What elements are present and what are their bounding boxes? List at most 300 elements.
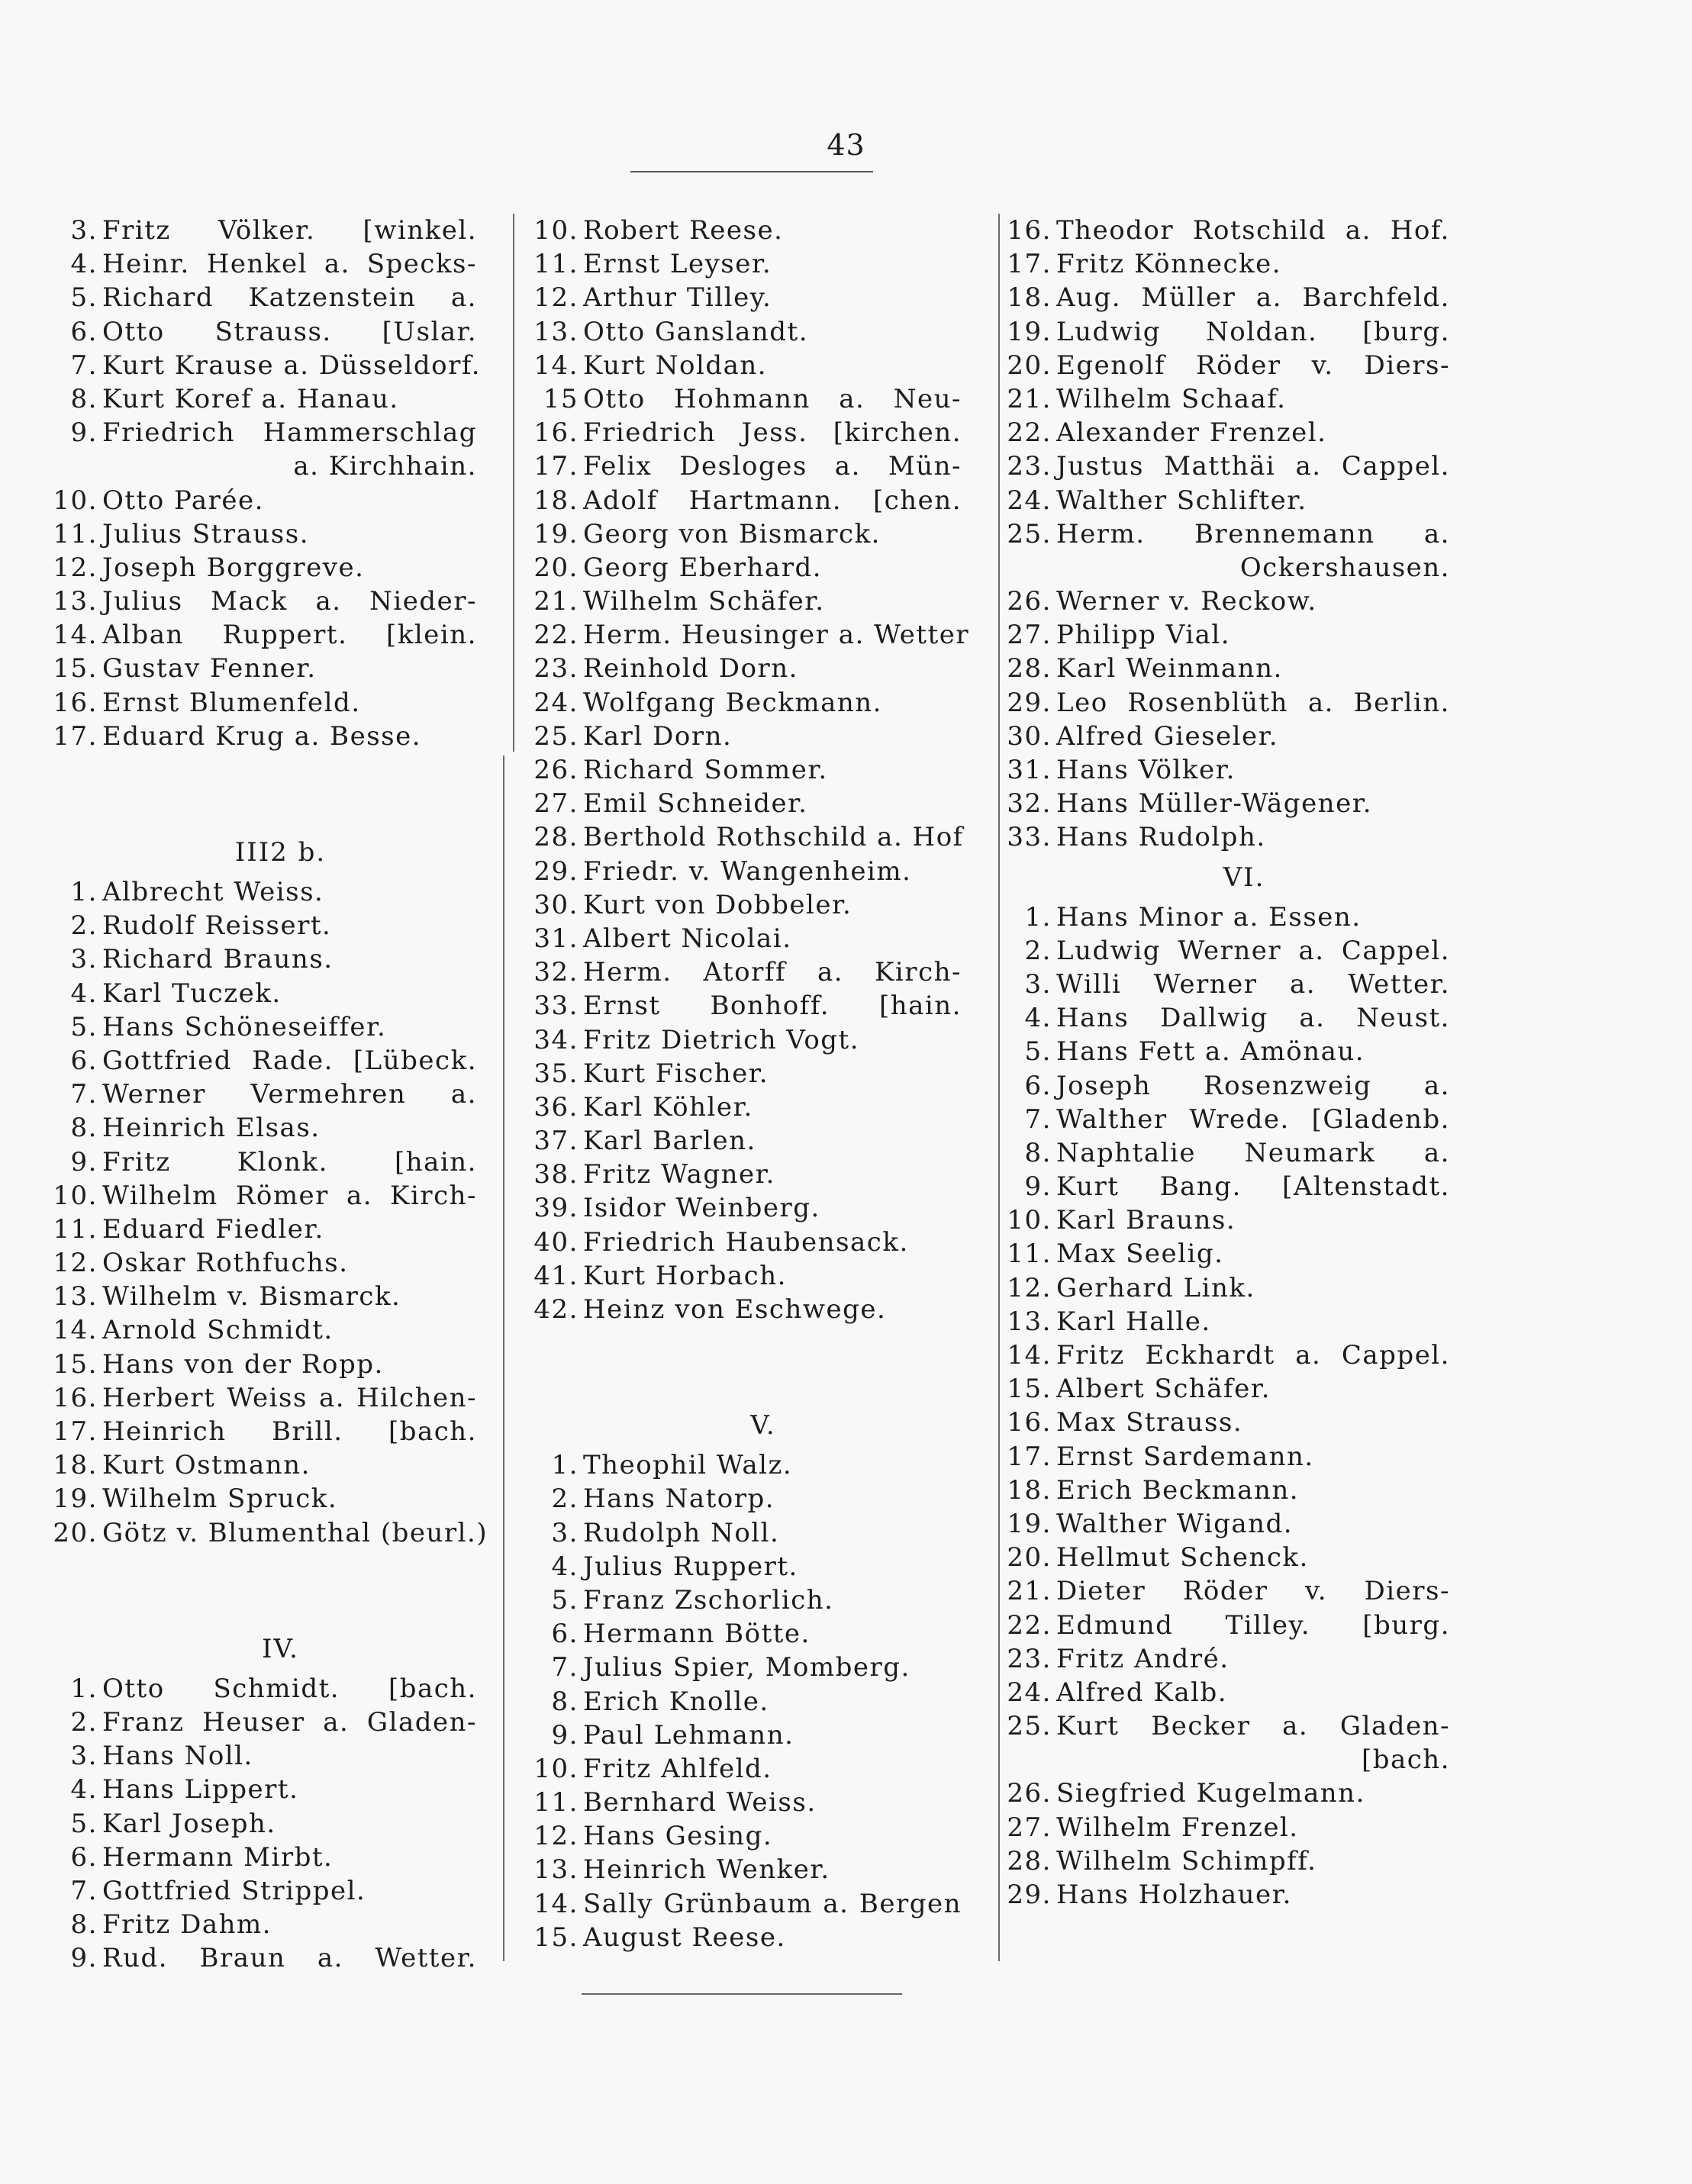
list-item bbox=[53, 977, 477, 1010]
list-item bbox=[534, 1158, 962, 1191]
list-item-number: 11. bbox=[533, 249, 579, 280]
student-name: Herm. Brennemann a. bbox=[1056, 518, 1450, 549]
list-item-number: 5. bbox=[551, 1584, 579, 1615]
list-item bbox=[534, 315, 962, 349]
list-item bbox=[1007, 449, 1450, 483]
student-name: Hellmut Schenck. bbox=[1056, 1542, 1309, 1574]
student-name: Aug. Müller a. Barchfeld. bbox=[1056, 282, 1450, 314]
list-item-number: 3. bbox=[551, 1517, 579, 1548]
list-item bbox=[1007, 1069, 1450, 1103]
list-item-number: 12. bbox=[533, 1821, 579, 1852]
student-name: Kurt Becker a. Gladen- bbox=[1056, 1711, 1450, 1742]
student-name: Herbert Weiss a. Hilchen- bbox=[102, 1382, 477, 1413]
student-name: Fritz Völker. [winkel. bbox=[102, 215, 477, 246]
list-item bbox=[1007, 652, 1450, 685]
list-item-number: 37. bbox=[533, 1126, 579, 1157]
list-item-number: 26. bbox=[1007, 1778, 1052, 1809]
list-item-number: 4. bbox=[70, 1774, 98, 1806]
list-item-number: 22. bbox=[1007, 417, 1052, 449]
list-item-number: 28. bbox=[1007, 653, 1052, 685]
list-item-number: 25. bbox=[1007, 1711, 1052, 1742]
list-item bbox=[53, 1010, 477, 1044]
list-item-number: 30. bbox=[1007, 720, 1052, 752]
list-item-number: 8. bbox=[70, 1909, 98, 1941]
list-item bbox=[534, 1921, 962, 1954]
class-heading: IV. bbox=[262, 1633, 299, 1664]
list-item-number: 35. bbox=[533, 1058, 579, 1089]
student-name: Edmund Tilley. [burg. bbox=[1056, 1609, 1450, 1641]
list-item bbox=[534, 449, 962, 483]
list-item bbox=[1007, 787, 1450, 820]
list-item bbox=[1007, 416, 1450, 449]
student-name: Hans Dallwig a. Neust. bbox=[1056, 1003, 1450, 1034]
list-item bbox=[53, 1941, 477, 1975]
list-item-number: 15. bbox=[1007, 1374, 1052, 1405]
list-item bbox=[1007, 618, 1450, 652]
student-name: Fritz Eckhardt a. Cappel. bbox=[1056, 1340, 1450, 1371]
student-name: Richard Katzenstein a. bbox=[102, 282, 477, 314]
student-name: Fritz Klonk. [hain. bbox=[102, 1146, 477, 1177]
student-name: Herm. Heusinger a. Wetter bbox=[583, 620, 970, 651]
student-name: Ernst Blumenfeld. bbox=[102, 687, 361, 718]
student-name: Hermann Bötte. bbox=[583, 1619, 811, 1650]
student-name: Karl Dorn. bbox=[583, 720, 733, 752]
list-item-number: 20. bbox=[1007, 350, 1052, 381]
student-name: Karl Brauns. bbox=[1056, 1205, 1236, 1236]
list-item-number: 13. bbox=[53, 586, 98, 617]
list-item-number: 14. bbox=[53, 620, 98, 651]
student-name: Hans Holzhauer. bbox=[1056, 1880, 1292, 1910]
list-item-number: 32. bbox=[533, 957, 579, 988]
student-name: Hans Natorp. bbox=[583, 1483, 775, 1515]
list-item bbox=[1007, 1844, 1450, 1878]
list-item bbox=[53, 909, 477, 942]
list-item bbox=[1007, 1372, 1450, 1406]
student-name: Sally Grünbaum a. Bergen bbox=[583, 1888, 962, 1919]
list-item-number: 9. bbox=[70, 1146, 98, 1177]
student-name: Julius Ruppert. bbox=[583, 1551, 798, 1582]
list-item-number: 14. bbox=[533, 350, 579, 381]
list-item-number: 9. bbox=[70, 417, 98, 449]
student-name: Wilhelm Schaaf. bbox=[1056, 383, 1287, 414]
student-name: Karl Joseph. bbox=[102, 1808, 276, 1839]
student-name: Joseph Borggreve. bbox=[102, 552, 365, 583]
list-item-number: 13. bbox=[1007, 1306, 1052, 1337]
student-name: Walther Schlifter. bbox=[1056, 485, 1307, 516]
student-name: Karl Weinmann. bbox=[1056, 653, 1283, 685]
list-item-continuation bbox=[1007, 551, 1450, 585]
list-item-number: 19. bbox=[1007, 1508, 1052, 1539]
student-name: Hans Völker. bbox=[1056, 755, 1236, 785]
list-item-number: 1. bbox=[1024, 901, 1052, 933]
list-item bbox=[53, 349, 482, 382]
list-item-number: 34. bbox=[533, 1024, 579, 1055]
student-name: Albert Nicolai. bbox=[583, 923, 792, 954]
list-item-number: 12. bbox=[533, 282, 579, 314]
class-heading: VI. bbox=[1223, 862, 1265, 893]
student-name: Georg Eberhard. bbox=[583, 552, 823, 583]
student-name: Ernst Bonhoff. [hain. bbox=[583, 991, 962, 1022]
list-item bbox=[53, 551, 477, 585]
list-item-number: 23. bbox=[1007, 451, 1052, 482]
list-item-number: 21. bbox=[1007, 1576, 1052, 1607]
list-item-number: 11. bbox=[1007, 1239, 1052, 1270]
student-name: Kurt Noldan. bbox=[583, 350, 768, 381]
list-item-number: 9. bbox=[1024, 1171, 1052, 1203]
student-name: Hermann Mirbt. bbox=[102, 1841, 334, 1873]
list-item bbox=[534, 720, 962, 753]
list-item bbox=[1007, 820, 1450, 854]
bottom-rule bbox=[582, 1993, 902, 1995]
list-item bbox=[534, 1887, 962, 1921]
student-name: Alexander Frenzel. bbox=[1056, 417, 1327, 449]
student-name: Robert Reese. bbox=[583, 215, 784, 246]
list-item-number: 17. bbox=[53, 1416, 98, 1447]
list-item bbox=[53, 517, 477, 551]
student-name: Eduard Fiedler. bbox=[102, 1213, 324, 1245]
list-item bbox=[534, 551, 962, 585]
class-heading: III2 b. bbox=[234, 837, 327, 868]
student-name: Hans Noll. bbox=[102, 1741, 253, 1772]
list-item-number: 10. bbox=[53, 1180, 98, 1211]
student-name: Karl Barlen. bbox=[583, 1126, 756, 1157]
list-item bbox=[1007, 1305, 1450, 1338]
list-item bbox=[534, 585, 962, 618]
list-item-number: 4. bbox=[1024, 1003, 1052, 1034]
column-divider-right bbox=[998, 214, 1000, 1961]
list-item-number: 9. bbox=[70, 1943, 98, 1974]
list-item bbox=[1007, 315, 1450, 349]
list-item bbox=[53, 1908, 477, 1941]
student-name: Heinrich Wenker. bbox=[583, 1854, 830, 1886]
student-name: Kurt von Dobbeler. bbox=[583, 889, 852, 920]
student-name: Ernst Leyser. bbox=[583, 249, 772, 280]
list-item-number: 36. bbox=[533, 1091, 579, 1123]
list-item-number: 8. bbox=[551, 1686, 579, 1717]
list-item bbox=[534, 1516, 962, 1550]
list-item bbox=[534, 652, 962, 685]
student-name: Theophil Walz. bbox=[583, 1450, 793, 1481]
section-spacer bbox=[53, 1550, 477, 1626]
list-item-number: 18. bbox=[1007, 282, 1052, 314]
student-name: Justus Matthäi a. Cappel. bbox=[1056, 451, 1450, 482]
student-name: Hans Schöneseiffer. bbox=[102, 1011, 387, 1042]
list-item-number: 11. bbox=[53, 518, 98, 549]
list-item-number: 14. bbox=[533, 1888, 579, 1919]
list-item-number: 16. bbox=[53, 1382, 98, 1413]
column-divider-left-upper bbox=[513, 214, 514, 752]
column-3 bbox=[1007, 214, 1450, 1912]
list-item bbox=[53, 1807, 477, 1841]
list-item-number: 17. bbox=[1007, 1441, 1052, 1472]
list-item-number: 27. bbox=[1007, 1812, 1052, 1843]
list-item bbox=[534, 1752, 962, 1786]
list-item bbox=[534, 1583, 962, 1617]
list-item bbox=[53, 1841, 477, 1874]
student-name: Ockershausen. bbox=[1239, 552, 1450, 583]
list-item-number: 15. bbox=[53, 1348, 98, 1380]
list-item bbox=[534, 1057, 962, 1090]
list-item-number: 25. bbox=[1007, 518, 1052, 549]
student-name: Wilhelm Schäfer. bbox=[583, 586, 825, 617]
student-name: Fritz Dietrich Vogt. bbox=[583, 1024, 860, 1055]
list-item-number: 23. bbox=[1007, 1643, 1052, 1674]
list-item-number: 3. bbox=[70, 1741, 98, 1772]
list-item bbox=[1007, 686, 1450, 720]
list-item-number: 24. bbox=[1007, 485, 1052, 516]
page-number-rule bbox=[630, 171, 873, 172]
list-item-number: 10. bbox=[53, 485, 98, 516]
student-name: Ludwig Noldan. [burg. bbox=[1056, 316, 1450, 347]
student-name: Hans Gesing. bbox=[583, 1821, 773, 1852]
list-item-number: 16. bbox=[1007, 215, 1052, 246]
list-item-number: 21. bbox=[533, 586, 579, 617]
list-item bbox=[1007, 1777, 1450, 1810]
student-name: Dieter Röder v. Diers- bbox=[1056, 1576, 1450, 1607]
student-name: Werner Vermehren a. bbox=[102, 1079, 477, 1110]
student-name: Karl Tuczek. bbox=[102, 978, 282, 1009]
student-name: Theodor Rotschild a. Hof. bbox=[1056, 215, 1450, 246]
list-item bbox=[53, 1078, 477, 1111]
student-name: Fritz Ahlfeld. bbox=[583, 1753, 772, 1784]
student-name: Otto Parée. bbox=[102, 485, 264, 516]
list-item bbox=[53, 315, 477, 349]
list-item bbox=[1007, 1609, 1450, 1642]
list-item bbox=[1007, 1237, 1450, 1271]
list-item-number: 2. bbox=[551, 1483, 579, 1515]
list-item bbox=[53, 618, 477, 652]
list-item bbox=[53, 1706, 477, 1739]
list-item-number: 12. bbox=[53, 1248, 98, 1279]
list-item bbox=[534, 922, 962, 955]
list-item bbox=[534, 1617, 962, 1651]
student-name: Hans Lippert. bbox=[102, 1774, 299, 1806]
list-item-number: 19. bbox=[53, 1483, 98, 1515]
list-item bbox=[534, 753, 962, 787]
student-name: Willi Werner a. Wetter. bbox=[1056, 968, 1450, 1000]
student-name: Walther Wigand. bbox=[1056, 1508, 1294, 1539]
list-item bbox=[534, 1090, 962, 1124]
student-name: Julius Spier, Momberg. bbox=[583, 1652, 910, 1683]
list-item bbox=[53, 875, 477, 909]
list-item-number: 29. bbox=[1007, 687, 1052, 718]
list-item-number: 2. bbox=[70, 1706, 98, 1738]
student-name: Reinhold Dorn. bbox=[583, 653, 798, 685]
student-name: Erich Beckmann. bbox=[1056, 1474, 1300, 1506]
list-item bbox=[1007, 720, 1450, 753]
list-item bbox=[53, 1313, 477, 1347]
list-item-number: 29. bbox=[1007, 1880, 1052, 1910]
student-name: Albert Schäfer. bbox=[1056, 1374, 1271, 1405]
student-name: Friedrich Hammerschlag bbox=[102, 417, 477, 449]
list-item bbox=[53, 214, 477, 247]
column-divider-left-lower bbox=[503, 755, 504, 1961]
list-item bbox=[1007, 484, 1450, 517]
list-item bbox=[1007, 1136, 1450, 1170]
student-name: Fritz André. bbox=[1056, 1643, 1230, 1674]
list-item-number: 28. bbox=[533, 822, 579, 853]
list-item-number: 21. bbox=[1007, 383, 1052, 414]
list-item bbox=[53, 1448, 477, 1482]
student-name: Julius Mack a. Nieder- bbox=[102, 586, 477, 617]
list-item-number: 33. bbox=[533, 991, 579, 1022]
list-item-number: 30. bbox=[533, 889, 579, 920]
student-name: Oskar Rothfuchs. bbox=[102, 1248, 349, 1279]
list-item-number: 27. bbox=[533, 788, 579, 820]
list-item bbox=[534, 247, 962, 281]
list-item-number: 11. bbox=[533, 1787, 579, 1818]
list-item bbox=[534, 1719, 962, 1752]
student-name: Gottfried Rade. [Lübeck. bbox=[102, 1045, 477, 1076]
list-item-number: 8. bbox=[70, 383, 98, 414]
list-item bbox=[1007, 753, 1450, 787]
list-item bbox=[53, 720, 477, 753]
student-name: Erich Knolle. bbox=[583, 1686, 769, 1717]
student-name: Rud. Braun a. Wetter. bbox=[102, 1943, 477, 1974]
student-name: Albrecht Weiss. bbox=[102, 877, 324, 907]
section-spacer bbox=[53, 753, 477, 829]
list-item-number: 24. bbox=[533, 687, 579, 718]
list-item-number: 12. bbox=[53, 552, 98, 583]
class-heading: V. bbox=[750, 1410, 776, 1442]
list-item bbox=[534, 1259, 962, 1293]
list-item bbox=[53, 1773, 477, 1806]
list-item-number: 18. bbox=[1007, 1474, 1052, 1506]
list-item bbox=[1007, 1271, 1450, 1305]
list-item-number: 32. bbox=[1007, 788, 1052, 820]
list-item-number: 17. bbox=[1007, 249, 1052, 280]
list-item-number: 5. bbox=[1024, 1036, 1052, 1068]
list-item-number: 20. bbox=[53, 1517, 98, 1548]
student-name: Heinrich Brill. [bach. bbox=[102, 1416, 477, 1447]
list-item bbox=[1007, 1474, 1450, 1507]
student-name: Ernst Sardemann. bbox=[1056, 1441, 1314, 1472]
list-item bbox=[1007, 1170, 1450, 1203]
list-item-number: 7. bbox=[70, 350, 98, 381]
list-item bbox=[534, 484, 962, 517]
student-name: Fritz Könnecke. bbox=[1056, 249, 1282, 280]
list-item bbox=[534, 1482, 962, 1516]
list-item-number: 10. bbox=[533, 1753, 579, 1784]
list-item bbox=[534, 888, 962, 922]
list-item bbox=[53, 1739, 477, 1773]
student-name: Felix Desloges a. Mün- bbox=[583, 451, 962, 482]
list-item bbox=[534, 382, 962, 416]
list-item bbox=[53, 416, 477, 449]
list-item bbox=[534, 1226, 962, 1259]
list-item-number: 5. bbox=[70, 1808, 98, 1839]
list-item-number: 31. bbox=[533, 923, 579, 954]
student-name: Wilhelm Spruck. bbox=[102, 1483, 338, 1515]
student-name: Heinrich Elsas. bbox=[102, 1113, 321, 1144]
student-name: Fritz Wagner. bbox=[583, 1159, 775, 1190]
list-item bbox=[53, 1874, 477, 1908]
student-name: Friedrich Haubensack. bbox=[583, 1226, 909, 1258]
student-name: Otto Strauss. [Uslar. bbox=[102, 316, 477, 347]
list-item-number: 19. bbox=[1007, 316, 1052, 347]
list-item bbox=[1007, 585, 1450, 618]
student-name: Franz Zschorlich. bbox=[583, 1584, 834, 1615]
list-item-number: 18. bbox=[533, 485, 579, 516]
list-item-number: 26. bbox=[1007, 586, 1052, 617]
student-name: Julius Strauss. bbox=[102, 518, 310, 549]
list-item-continuation bbox=[53, 449, 477, 483]
list-item-number: 28. bbox=[1007, 1845, 1052, 1876]
list-item-number: 8. bbox=[1024, 1137, 1052, 1168]
list-item-number: 20. bbox=[533, 552, 579, 583]
student-name: Rudolph Noll. bbox=[583, 1517, 780, 1548]
list-item bbox=[53, 1381, 477, 1415]
list-item bbox=[1007, 1507, 1450, 1541]
student-name: Wilhelm Römer a. Kirch- bbox=[102, 1180, 477, 1211]
list-item-number: 8. bbox=[70, 1113, 98, 1144]
list-item-number: 42. bbox=[533, 1294, 579, 1325]
list-item bbox=[534, 416, 962, 449]
list-item-number: 19. bbox=[533, 518, 579, 549]
student-name: Kurt Fischer. bbox=[583, 1058, 769, 1089]
list-item bbox=[1007, 900, 1450, 934]
list-item-number: 2. bbox=[70, 910, 98, 942]
student-name: Hans Rudolph. bbox=[1056, 822, 1266, 853]
list-item-number: 20. bbox=[1007, 1542, 1052, 1574]
list-item-number: 13. bbox=[533, 316, 579, 347]
list-item bbox=[534, 989, 962, 1023]
list-item bbox=[1007, 1406, 1450, 1439]
list-item-number: 1. bbox=[551, 1450, 579, 1481]
student-name: Paul Lehmann. bbox=[583, 1719, 794, 1751]
list-item bbox=[1007, 1440, 1450, 1474]
list-item-number: 5. bbox=[70, 282, 98, 314]
list-item-number: 41. bbox=[533, 1260, 579, 1291]
student-name: Naphtalie Neumark a. bbox=[1056, 1137, 1450, 1168]
student-name: Alfred Kalb. bbox=[1056, 1677, 1228, 1708]
list-item bbox=[53, 652, 477, 685]
list-item-number: 17. bbox=[533, 451, 579, 482]
list-item-number: 26. bbox=[533, 755, 579, 785]
list-item-number: 3. bbox=[1024, 968, 1052, 1000]
list-item-number: 27. bbox=[1007, 620, 1052, 651]
list-item bbox=[1007, 934, 1450, 968]
list-item bbox=[1007, 1001, 1450, 1035]
list-item-number: 7. bbox=[551, 1652, 579, 1683]
student-name: Hans Minor a. Essen. bbox=[1056, 901, 1362, 933]
list-item bbox=[534, 787, 962, 820]
student-name: Berthold Rothschild a. Hof bbox=[583, 822, 964, 853]
list-item-number: 15 bbox=[543, 383, 579, 414]
list-item bbox=[534, 820, 962, 854]
student-name: Max Strauss. bbox=[1056, 1407, 1243, 1438]
student-name: Kurt Bang. [Altenstadt. bbox=[1056, 1171, 1450, 1203]
list-item-continuation bbox=[1007, 1743, 1450, 1777]
list-item-number: 4. bbox=[551, 1551, 579, 1582]
student-name: Eduard Krug a. Besse. bbox=[102, 720, 422, 752]
list-item-number: 6. bbox=[70, 1045, 98, 1076]
list-item-number: 17. bbox=[53, 720, 98, 752]
student-name: Karl Halle. bbox=[1056, 1306, 1211, 1337]
list-item bbox=[53, 382, 477, 416]
list-item bbox=[53, 942, 477, 976]
student-name: Joseph Rosenzweig a. bbox=[1056, 1070, 1450, 1101]
list-item bbox=[53, 1246, 477, 1280]
student-name: Karl Köhler. bbox=[583, 1091, 753, 1123]
student-name: Wilhelm v. Bismarck. bbox=[102, 1281, 401, 1313]
list-item-number: 24. bbox=[1007, 1677, 1052, 1708]
student-name: Götz v. Blumenthal (beurl.) bbox=[102, 1517, 488, 1548]
student-name: Kurt Koref a. Hanau. bbox=[102, 383, 399, 414]
list-item bbox=[1007, 1709, 1450, 1743]
student-name: Georg von Bismarck. bbox=[583, 518, 881, 549]
list-item bbox=[534, 1448, 962, 1482]
